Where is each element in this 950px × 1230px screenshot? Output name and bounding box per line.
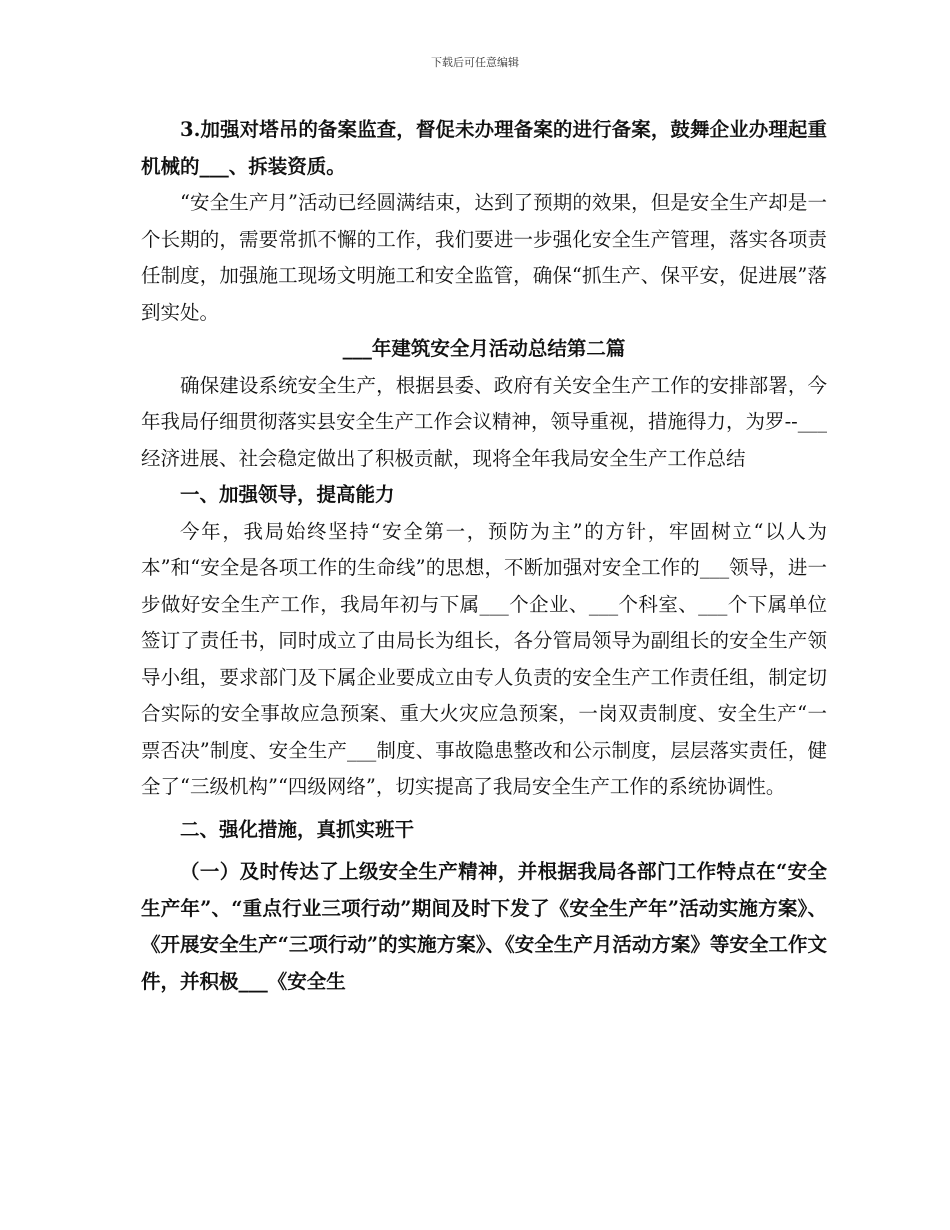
- page-header: 下载后可任意编辑: [431, 56, 519, 69]
- paragraph-measures-1: （一）及时传达了上级安全生产精神，并根据我局各部门工作特点在“安全生产年”、“重点行业三项行动”期间及时下发了《安全生产年”活动实施方案》、《开展安全生产“三项行动”的实施方案》、《安全生产月活动方案》等安全工作文件，并积极___《安全生: [141, 860, 827, 993]
- paragraph-summary: “安全生产月”活动已经圆满结束，达到了预期的效果，但是安全生产却是一个长期的，需要常抓不懈的工作，我们要进一步强化安全生产管理，落实各项责任制度，加强施工现场文明施工和安全监管，确保“抓生产、保平安，促进展”落到实处。: [141, 191, 827, 324]
- document-body: [141, 112, 827, 1000]
- heading-measures: 二、强化措施，真抓实班干: [180, 817, 415, 841]
- paragraph-leadership: 今年，我局始终坚持“安全第一，预防为主”的方针，牢固树立“以人为本”和“安全是各项工作的生命线”的思想，不断加强对安全工作的___领导，进一步做好安全生产工作，我局年初与下属___个企业、___个科室、___个下属单位签订了责任书，同时成立了由局长为组长，各分管局领导为副组长的安全生产领导小组，要求部门及下属企业要成立由专人负责的安全生产工作责任组，制定切合实际的安全事故应急预案、重大火灾应急预案，一岗双责制度、安全生产“一票否决”制度、安全生产___制度、事故隐患整改和公示制度，层层落实责任，健全了“三级机构”“四级网络”，切实提高了我局安全生产工作的系统协调性。: [141, 519, 827, 798]
- heading-leadership: 一、加强领导，提高能力: [180, 483, 395, 506]
- paragraph-intro: 确保建设系统安全生产，根据县委、政府有关安全生产工作的安排部署，今年我局仔细贯彻落实县安全生产工作会议精神，领导重视，措施得力，为罗--___经济进展、社会稳定做出了积极贡献，现将全年我局安全生产工作总结: [141, 373, 827, 470]
- paragraph-item-3: 3.加强对塔吊的备案监查，督促未办理备案的进行备案，鼓舞企业办理起重机械的___、拆装资质。: [141, 118, 827, 178]
- section-title: ___年建筑安全月活动总结第二篇: [342, 337, 626, 360]
